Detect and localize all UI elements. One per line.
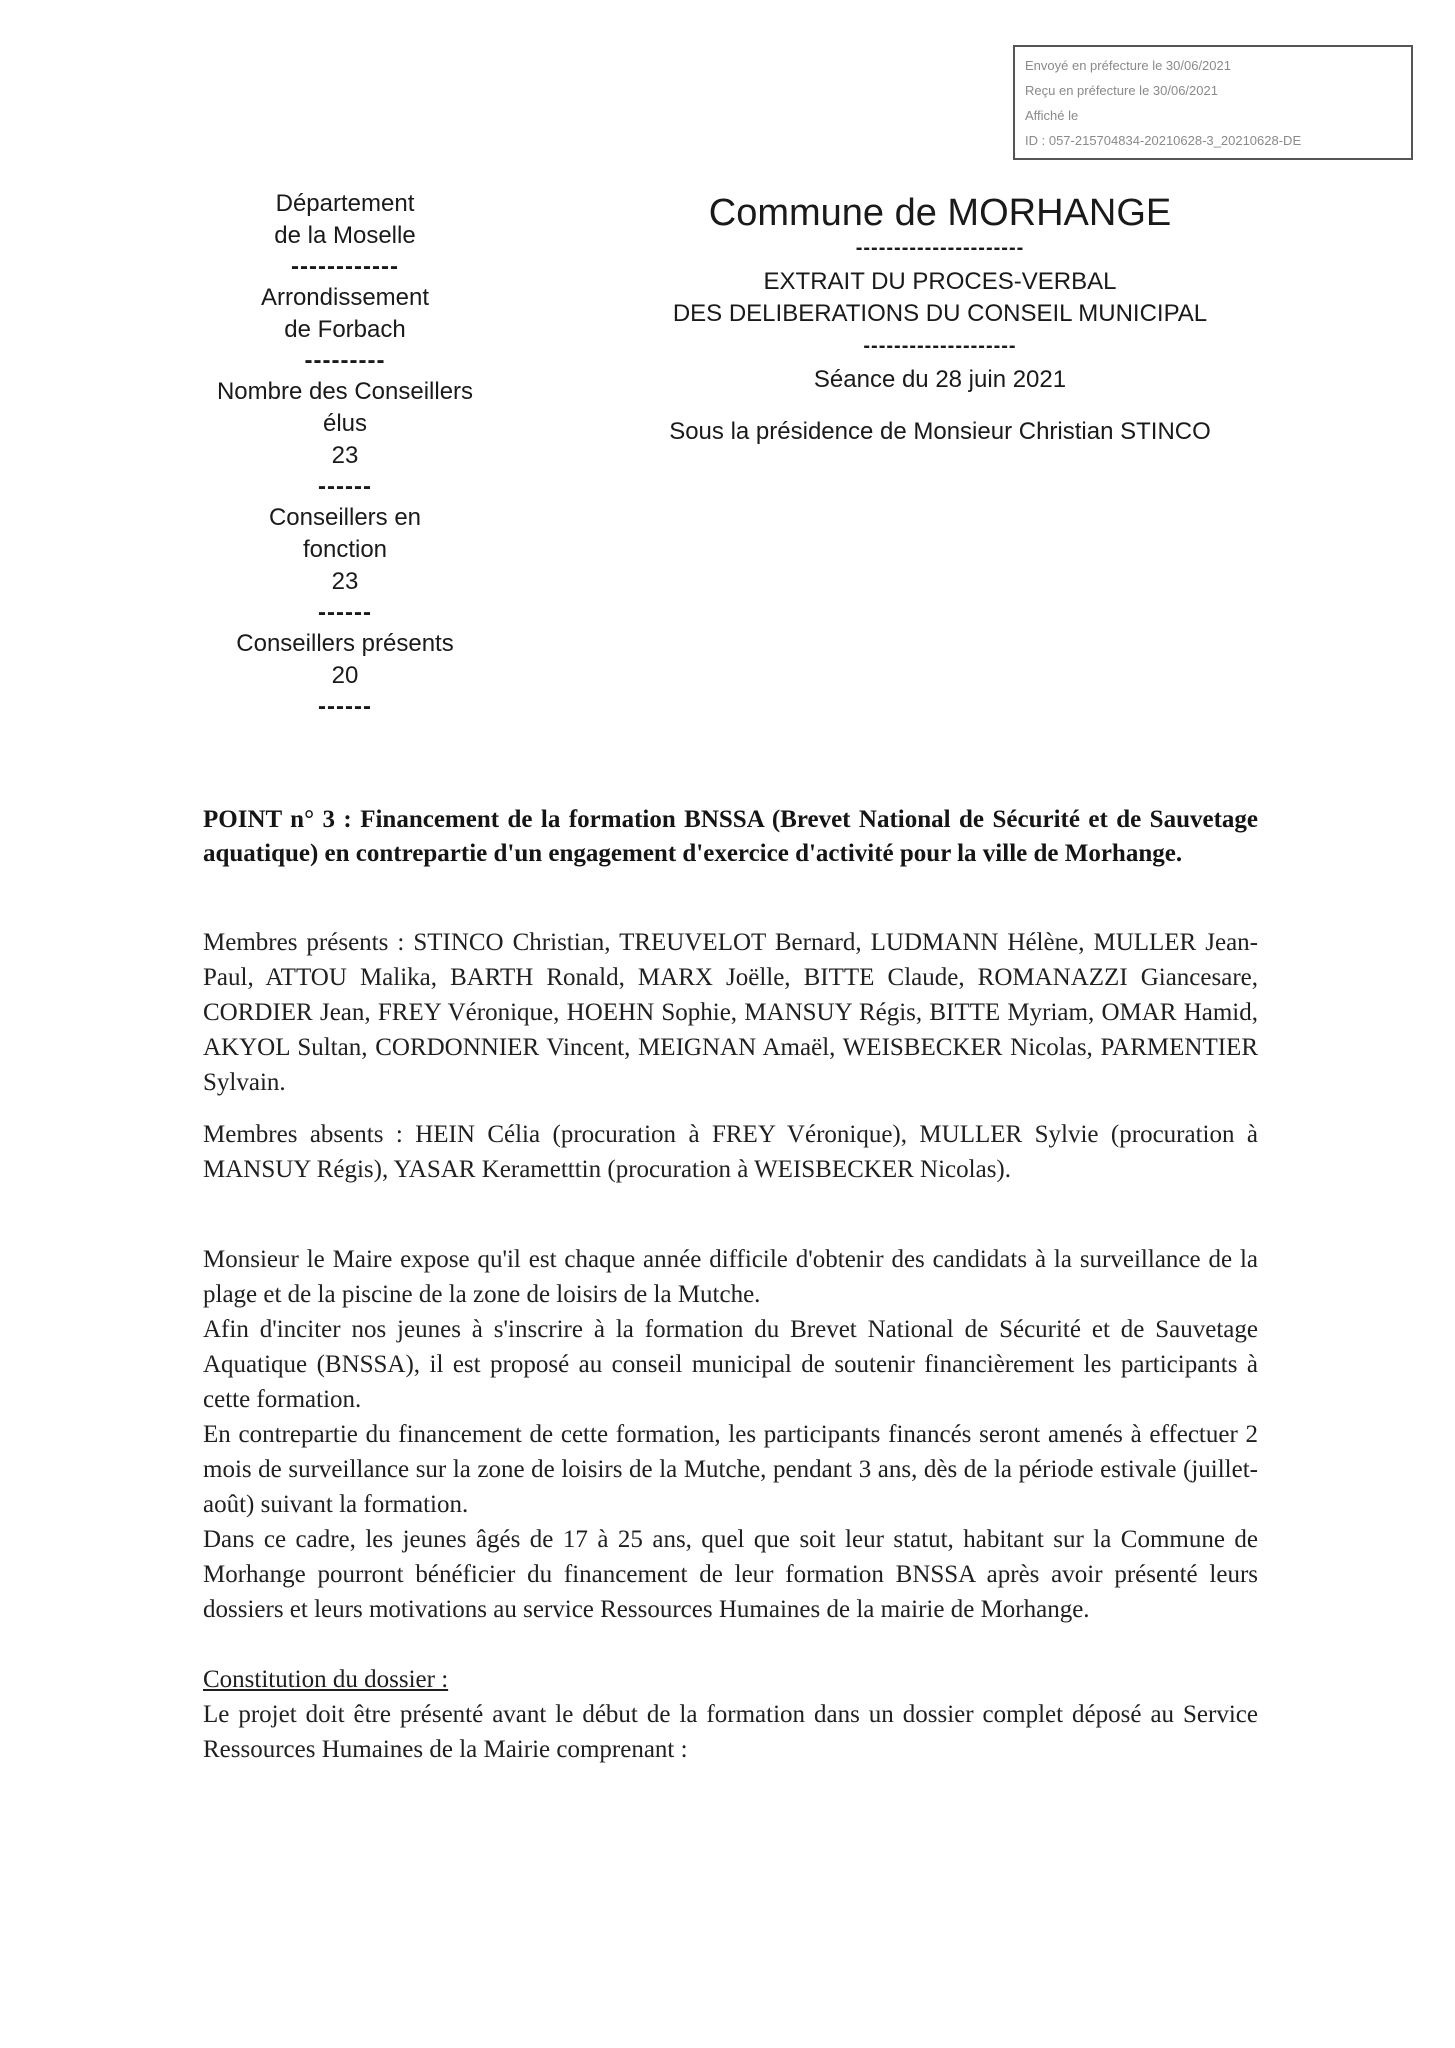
elected-label-1: Nombre des Conseillers	[216, 378, 474, 405]
separator: ------	[318, 599, 372, 626]
separator: ------------	[291, 253, 399, 280]
extract-title-1: EXTRAIT DU PROCES-VERBAL	[763, 268, 1117, 295]
separator: ------	[318, 693, 372, 720]
arrondissement-name: de Forbach	[284, 316, 406, 343]
paragraph-4: Dans ce cadre, les jeunes âgés de 17 à 25 ans, quel que soit leur statut, habitant sur la Commune de Morhange pourront bénéficier du financement de leur formation BNSSA après avoir présenté leurs dossiers et leurs motivations au service Ressources Humaines de la mairie de Morhange.	[203, 1526, 1258, 1623]
department-label: Département	[275, 190, 415, 217]
session-date: Séance du 28 juin 2021	[813, 366, 1067, 393]
separator: ----------------------	[855, 237, 1025, 259]
present-members: Membres présents : STINCO Christian, TREUVELOT Bernard, LUDMANN Hélène, MULLER Jean-Paul, ATTOU Malika, BARTH Ronald, MARX Joëlle, BITTE Claude, ROMANAZZI Giancesare, CORDIER Jean, FREY Véronique, HOEHN Sophie, MANSUY Régis, BITTE Myriam, OMAR Hamid, AKYOL Sultan, CORDONNIER Vincent, MEIGNAN Amaël, WEISBECKER Nicolas, PARMENTIER Sylvain.	[203, 929, 1258, 1096]
separator: --------------------	[863, 335, 1017, 357]
stamp-id-line: ID : 057-215704834-20210628-3_20210628-DE	[1025, 133, 1302, 148]
presidency: Sous la présidence de Monsieur Christian STINCO	[669, 418, 1211, 445]
in-office-count: 23	[331, 568, 359, 595]
department-name: de la Moselle	[274, 222, 416, 249]
present-count: 20	[331, 662, 359, 689]
paragraph-3: En contrepartie du financement de cette formation, les participants financés seront amenés à effectuer 2 mois de surveillance sur la zone de loisirs de la Mutche, pendant 3 ans, dès de la période estivale (juillet-août) suivant la formation.	[203, 1421, 1258, 1518]
elected-label-2: élus	[322, 410, 368, 437]
point-title: POINT n° 3 : Financement de la formation BNSSA (Brevet National de Sécurité et de Sauvetage aquatique) en contrepartie d'un engagement d'exercice d'activité pour la ville de Morhange.	[203, 806, 1258, 867]
stamp-sent-line: Envoyé en préfecture le 30/06/2021	[1025, 58, 1231, 73]
extract-title-2: DES DELIBERATIONS DU CONSEIL MUNICIPAL	[672, 300, 1208, 327]
present-label: Conseillers présents	[236, 630, 454, 657]
prefecture-stamp	[1013, 45, 1413, 160]
absent-members: Membres absents : HEIN Célia (procuration à FREY Véronique), MULLER Sylvie (procuration à MANSUY Régis), YASAR Kerametttin (procuration à WEISBECKER Nicolas).	[203, 1121, 1258, 1183]
header-column	[650, 188, 1230, 448]
arrondissement-label: Arrondissement	[260, 284, 430, 311]
stamp-posted-line: Affiché le	[1025, 108, 1079, 123]
elected-count: 23	[331, 442, 359, 469]
commune-title: Commune de MORHANGE	[708, 192, 1172, 234]
stamp-received-line: Reçu en préfecture le 30/06/2021	[1025, 83, 1218, 98]
separator: ------	[318, 473, 372, 500]
separator: ---------	[304, 347, 386, 374]
in-office-label-1: Conseillers en	[268, 504, 422, 531]
in-office-label-2: fonction	[302, 536, 388, 563]
council-info-column	[195, 188, 495, 722]
constitution-text: Le projet doit être présenté avant le début de la formation dans un dossier complet déposé au Service Ressources Humaines de la Mairie comprenant :	[203, 1701, 1258, 1763]
constitution-heading: Constitution du dossier :	[203, 1666, 449, 1693]
paragraph-2: Afin d'inciter nos jeunes à s'inscrire à la formation du Brevet National de Sécurité et de Sauvetage Aquatique (BNSSA), il est proposé au conseil municipal de soutenir financièrement les participants à cette formation.	[203, 1316, 1258, 1413]
paragraph-1: Monsieur le Maire expose qu'il est chaque année difficile d'obtenir des candidats à la surveillance de la plage et de la piscine de la zone de loisirs de la Mutche.	[203, 1246, 1258, 1308]
